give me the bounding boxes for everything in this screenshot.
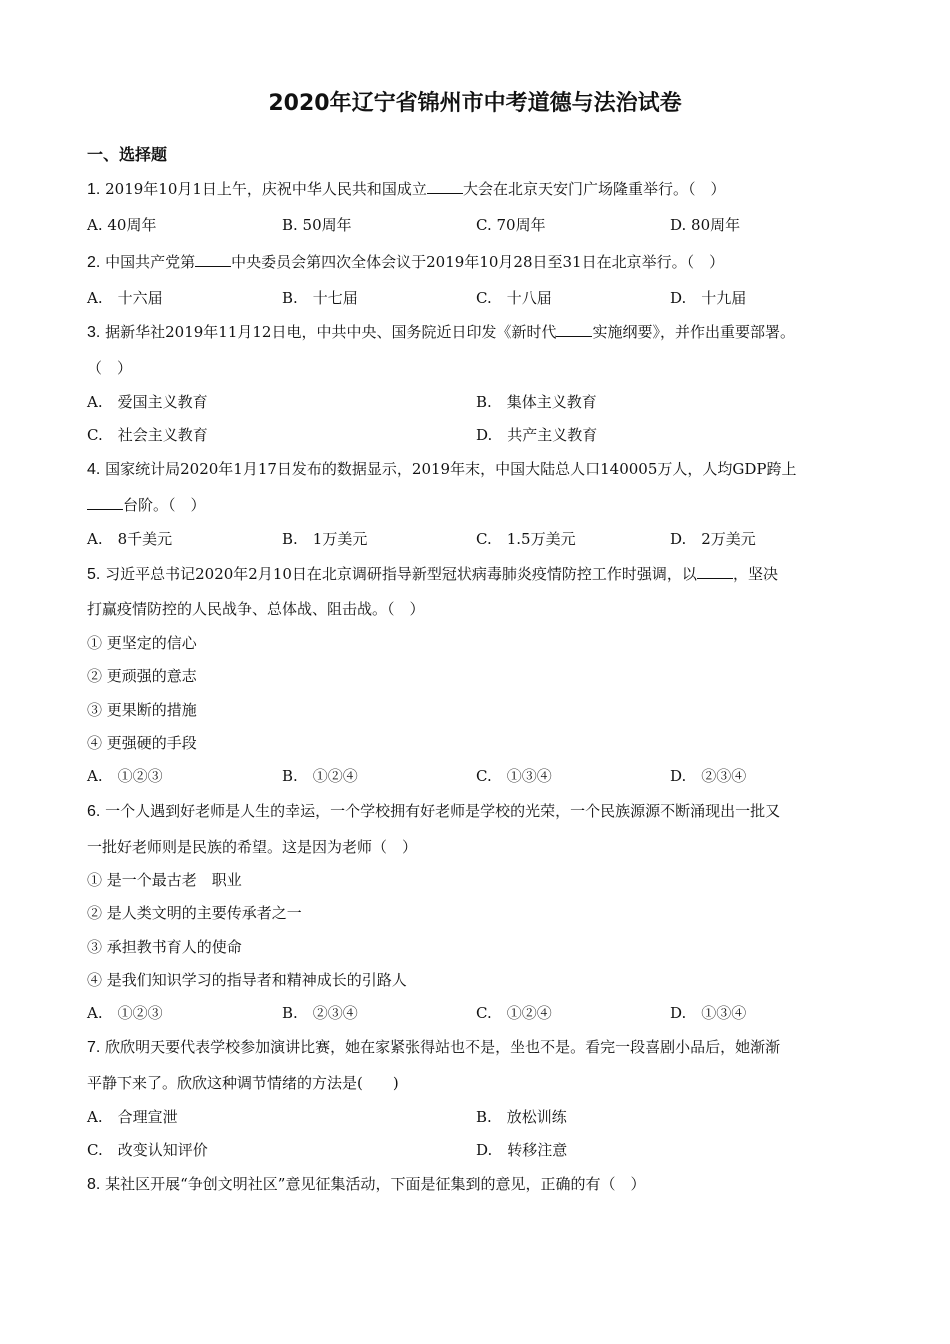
- question-text: 中国共产党第: [105, 253, 196, 271]
- answer-blank: [556, 322, 592, 337]
- question-number: 8.: [87, 1176, 101, 1193]
- statement-item: ④ 是我们知识学习的指导者和精神成长的引路人: [87, 971, 407, 989]
- question-number: 2.: [87, 254, 101, 271]
- answer-blank: [697, 564, 733, 579]
- option-b: B. 放松训练: [476, 1108, 567, 1126]
- option-b: B. ②③④: [282, 1004, 358, 1022]
- question-text: 2019年10月1日上午，庆祝中华人民共和国成立: [105, 180, 427, 198]
- option-a: A. 合理宣泄: [87, 1108, 178, 1126]
- option-c: C. 改变认知评价: [87, 1141, 208, 1159]
- page-title: 2020年辽宁省锦州市中考道德与法治试卷: [268, 91, 682, 116]
- question-4-cont: [87, 494, 206, 515]
- question-number: 6.: [87, 803, 101, 820]
- answer-blank: [195, 252, 231, 267]
- option-d: D. 2万美元: [670, 530, 756, 548]
- statement-item: ③ 更果断的措施: [87, 701, 197, 719]
- option-b: B. 1万美元: [282, 530, 368, 548]
- question-text: 欣欣明天要代表学校参加演讲比赛，她在家紧张得站也不是，坐也不是。看完一段喜剧小品后，她渐渐: [105, 1038, 781, 1056]
- question-number: 5.: [87, 566, 101, 583]
- option-a: A. ①②③: [87, 1004, 163, 1022]
- option-c: C. 十八届: [476, 289, 552, 307]
- statement-item: ④ 更强硬的手段: [87, 734, 197, 752]
- option-d: D. ②③④: [670, 767, 747, 785]
- question-number: 7.: [87, 1039, 101, 1056]
- option-c: C. 70周年: [476, 216, 546, 234]
- option-d: D. 转移注意: [476, 1141, 568, 1159]
- statement-item: ① 是一个最古老 职业: [87, 871, 242, 889]
- answer-blank: [87, 495, 123, 510]
- question-1: [87, 178, 725, 199]
- question-4: [87, 458, 796, 479]
- question-text: 某社区开展“争创文明社区”意见征集活动，下面是征集到的意见，正确的有（ ）: [105, 1175, 646, 1193]
- statement-item: ③ 承担教书育人的使命: [87, 938, 242, 956]
- option-c: C. ①③④: [476, 767, 552, 785]
- question-5-cont: 打赢疫情防控的人民战争、总体战、阻击战。（ ）: [87, 600, 425, 618]
- question-3-paren: （ ）: [87, 359, 133, 377]
- option-d: D. 80周年: [670, 216, 741, 234]
- question-text: 大会在北京天安门广场隆重举行。（ ）: [462, 180, 726, 198]
- option-c: C. 社会主义教育: [87, 426, 208, 444]
- option-d: D. ①③④: [670, 1004, 747, 1022]
- statement-item: ② 是人类文明的主要传承者之一: [87, 904, 302, 922]
- statement-item: ② 更顽强的意志: [87, 667, 197, 685]
- option-b: B. 十七届: [282, 289, 358, 307]
- option-b: B. 集体主义教育: [476, 393, 597, 411]
- option-b: B. 50周年: [282, 216, 352, 234]
- question-3: [87, 321, 795, 342]
- option-d: D. 共产主义教育: [476, 426, 598, 444]
- question-7-cont: 平静下来了。欣欣这种调节情绪的方法是( ): [87, 1074, 399, 1092]
- question-5: [87, 563, 778, 584]
- option-a: A. 爱国主义教育: [87, 393, 208, 411]
- question-text: 台阶。（ ）: [123, 496, 206, 514]
- option-c: C. ①②④: [476, 1004, 552, 1022]
- option-d: D. 十九届: [670, 289, 747, 307]
- option-a: A. 8千美元: [87, 530, 173, 548]
- question-7: [87, 1036, 780, 1057]
- question-text: 国家统计局2020年1月17日发布的数据显示，2019年末，中国大陆总人口140005万人，人均GDP跨上: [105, 460, 797, 478]
- option-a: A. 十六届: [87, 289, 163, 307]
- section-heading: 一、选择题: [87, 145, 168, 164]
- option-c: C. 1.5万美元: [476, 530, 576, 548]
- question-number: 4.: [87, 461, 101, 478]
- statement-item: ① 更坚定的信心: [87, 634, 197, 652]
- option-a: A. ①②③: [87, 767, 163, 785]
- question-text: 一个人遇到好老师是人生的幸运，一个学校拥有好老师是学校的光荣，一个民族源源不断涌现出一批又: [105, 802, 781, 820]
- option-a: A. 40周年: [87, 216, 157, 234]
- answer-blank: [427, 179, 463, 194]
- question-6: [87, 800, 780, 821]
- question-text: 据新华社2019年11月12日电，中共中央、国务院近日印发《新时代: [105, 323, 557, 341]
- question-number: 3.: [87, 324, 101, 341]
- question-text: 实施纲要》，并作出重要部署。: [592, 323, 795, 341]
- question-number: 1.: [87, 181, 101, 198]
- question-text: 习近平总书记2020年2月10日在北京调研指导新型冠状病毒肺炎疫情防控工作时强调，以: [105, 565, 697, 583]
- question-text: ，坚决: [732, 565, 778, 583]
- question-8: [87, 1173, 645, 1194]
- question-2: [87, 251, 724, 272]
- option-b: B. ①②④: [282, 767, 358, 785]
- question-text: 中央委员会第四次全体会议于2019年10月28日至31日在北京举行。（ ）: [231, 253, 725, 271]
- question-6-cont: 一批好老师则是民族的希望。这是因为老师（ ）: [87, 838, 418, 856]
